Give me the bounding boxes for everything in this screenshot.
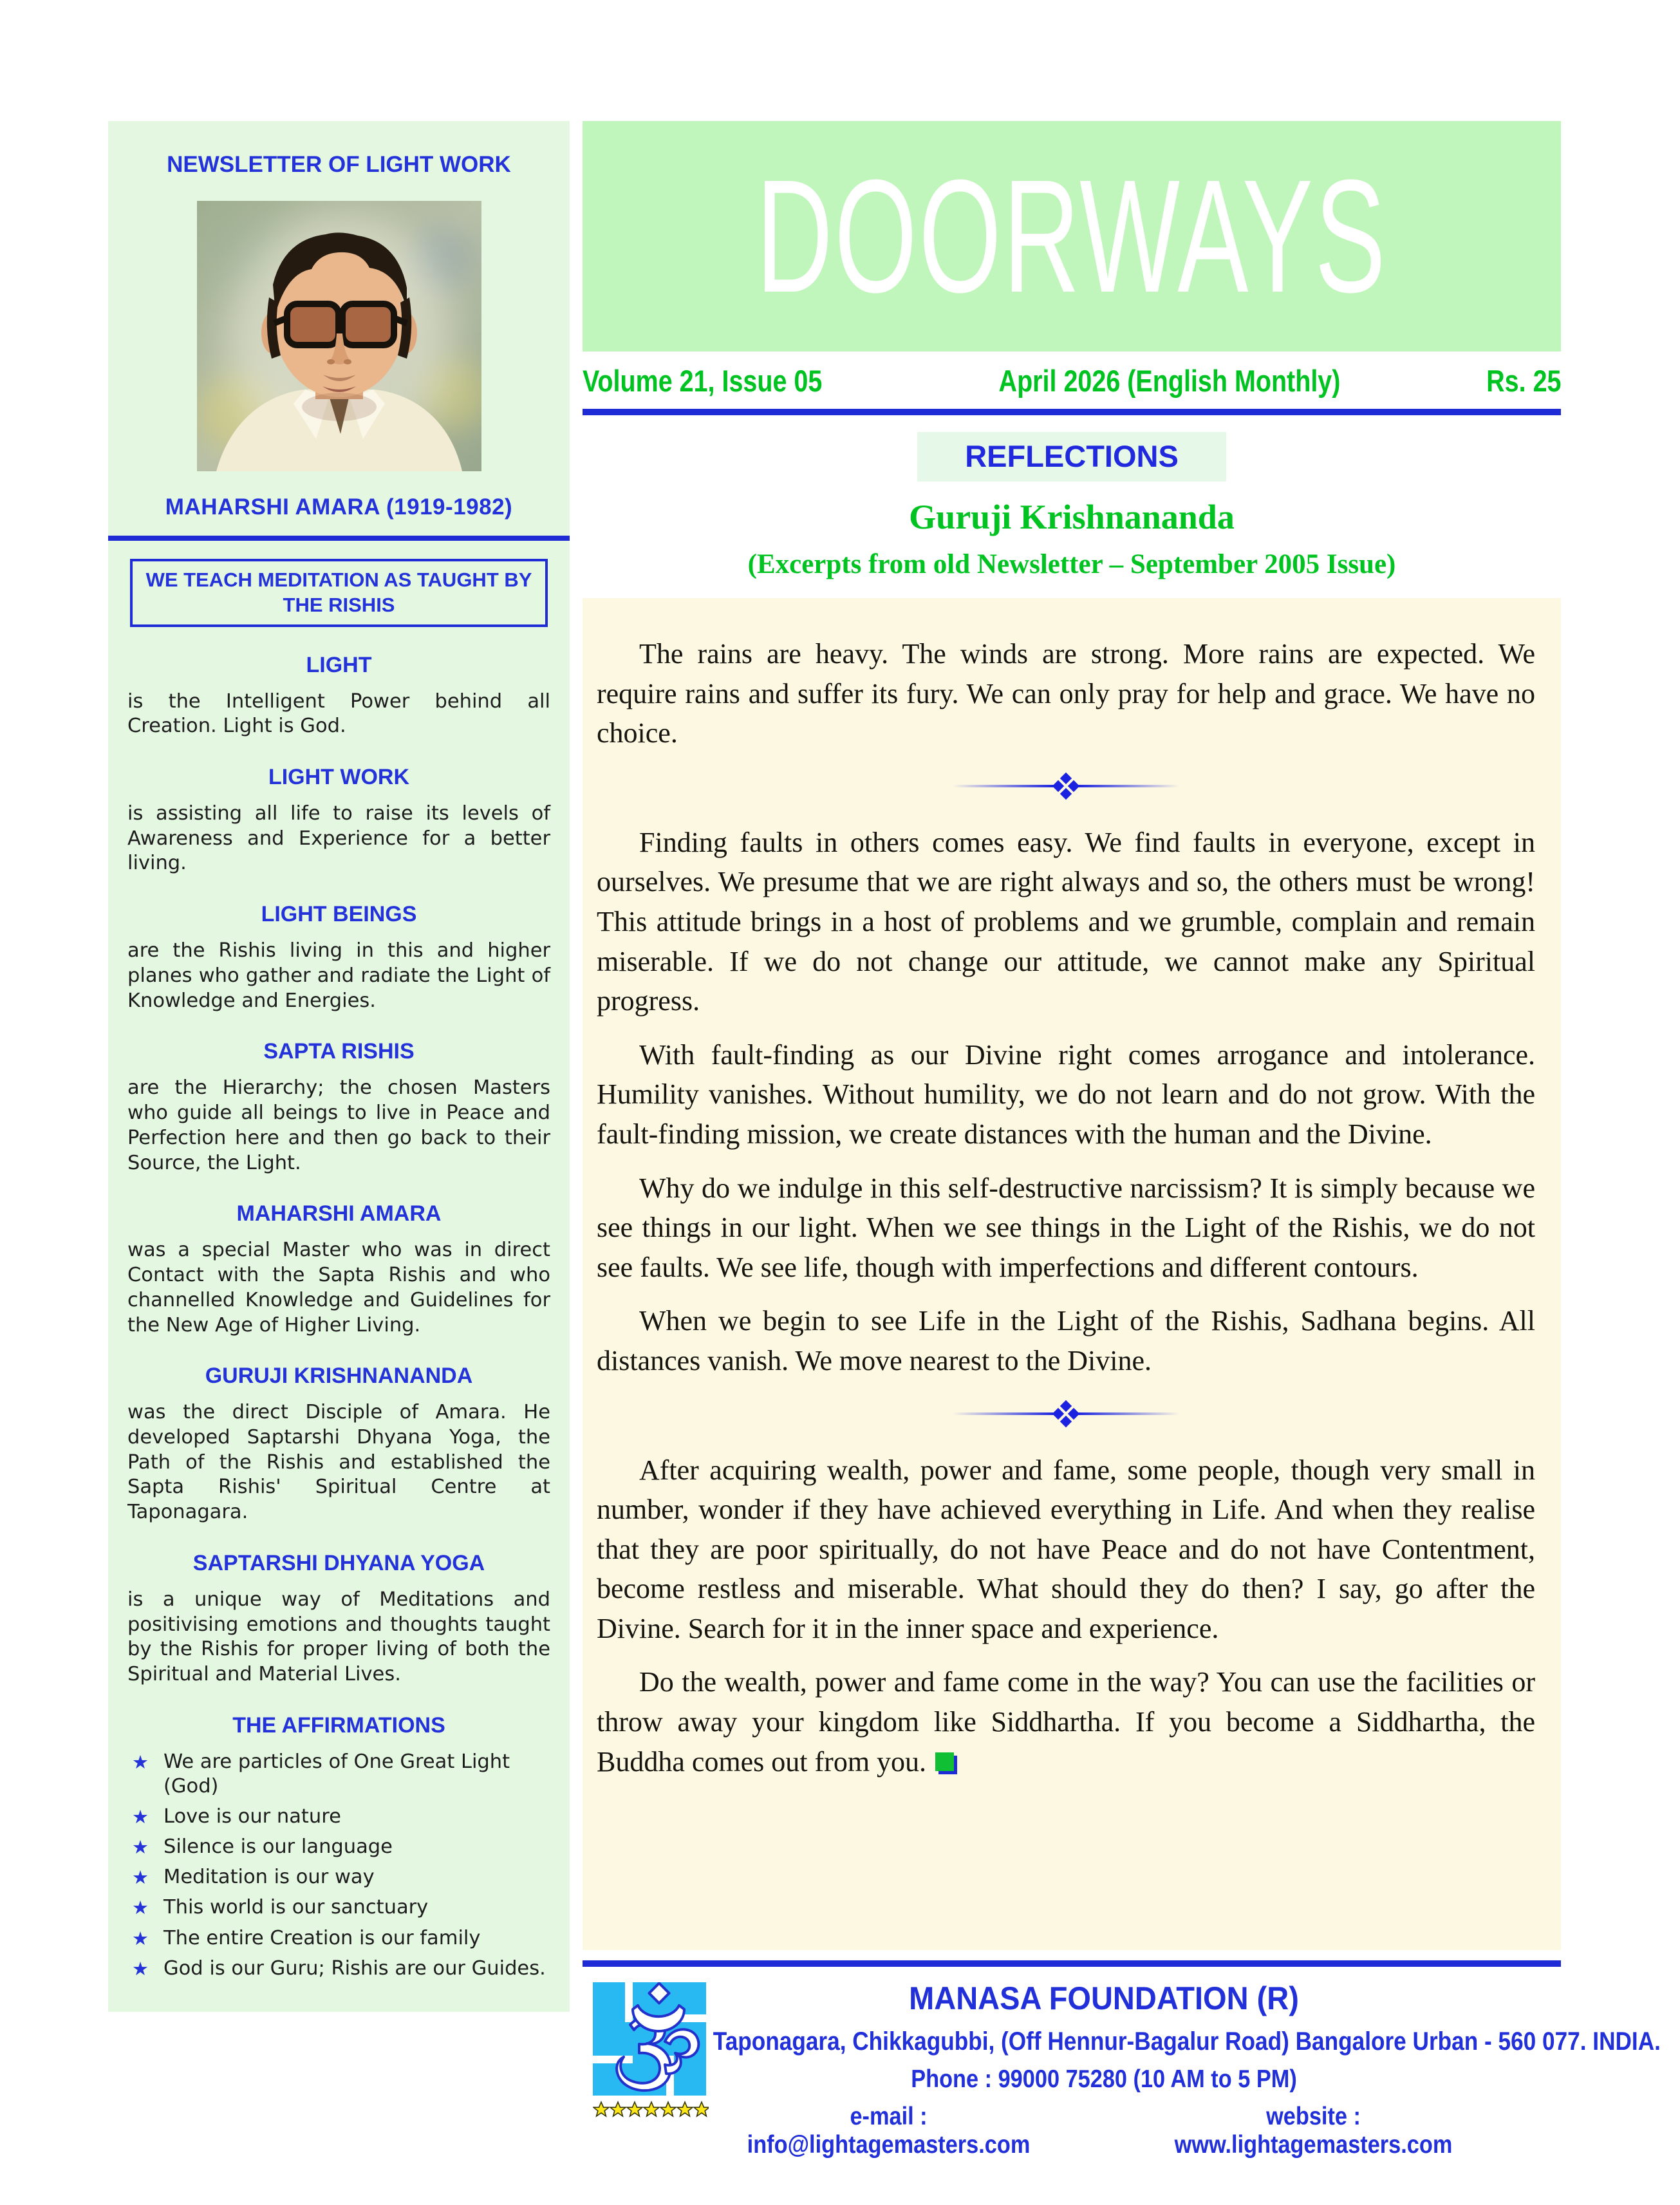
- section-text: is the Intelligent Power behind all Creation. Light is God.: [127, 690, 550, 738]
- star-bullet-icon: ★: [132, 1806, 149, 1828]
- article-excerpt-note: (Excerpts from old Newsletter – September 2005 Issue): [747, 549, 1396, 579]
- section-text: are the Hierarchy; the chosen Masters who guide all beings to live in Peace and Perfection here and then go back to their Source, the Light.: [127, 1076, 550, 1174]
- section-text: is assisting all life to raise its levels of Awareness and Experience for a better living.: [127, 802, 550, 875]
- affirmation-text: We are particles of One Great Light (God): [163, 1750, 510, 1797]
- list-item: [127, 1926, 550, 1951]
- section-text: was a special Master who was in direct Contact with the Sapta Rishis and who channelled Knowledge and Guidelines for the New Age of Higher Living.: [127, 1239, 550, 1337]
- sidebar-section-sapta-rishis: [127, 1039, 550, 1176]
- article-paragraph: After acquiring wealth, power and fame, some people, though very small in number, wonder if they have achieved everything in Life. And when they realise that they are poor spiritually, do not have Peace and do not have Contentment, become restless and miserable. What should they do then? I say, go after the Divine. Search for it in the inner space and experience.: [597, 1454, 1535, 1644]
- list-item: [127, 1865, 550, 1890]
- star-bullet-icon: ★: [132, 1957, 149, 1980]
- section-text: are the Rishis living in this and higher planes who gather and radiate the Light of Knowledge and Energies.: [127, 939, 550, 1012]
- organization-website: website : www.lightagemasters.com: [1174, 2103, 1453, 2159]
- sidebar-section-light-beings: [127, 902, 550, 1013]
- star-bullet-icon: ★: [132, 1927, 149, 1949]
- article-section-label: REFLECTIONS: [917, 432, 1226, 482]
- section-heading: SAPTA RISHIS: [263, 1039, 415, 1064]
- affirmation-text: This world is our sanctuary: [163, 1896, 429, 1919]
- article-paragraph-text: Do the wealth, power and fame come in the way? You can use the facilities or throw away your kingdom like Siddhartha. If you become a Siddhartha, the Buddha comes out from you.: [597, 1666, 1535, 1778]
- article-paragraph: When we begin to see Life in the Light of the Rishis, Sadhana begins. All distances vanish. We move nearest to the Divine.: [597, 1305, 1535, 1376]
- organization-name: MANASA FOUNDATION (R): [909, 1980, 1299, 2016]
- footer: [583, 1980, 1661, 2159]
- article-paragraph: Finding faults in others comes easy. We find faults in everyone, except in ourselves. We presume that we are right always and so, the others must be wrong! This attitude brings in a host of problems and we grumble, complain and remain miserable. If we do not change our attitude, we cannot make any Spiritual progress.: [597, 826, 1535, 1017]
- star-bullet-icon: ★: [132, 1750, 149, 1773]
- footer-text-block: [583, 1980, 1661, 2159]
- volume-issue: Volume 21, Issue 05: [583, 364, 823, 398]
- affirmation-text: Love is our nature: [163, 1805, 341, 1828]
- organization-phone: Phone : 99000 75280 (10 AM to 5 PM): [911, 2065, 1297, 2093]
- issue-date: April 2026 (English Monthly): [998, 364, 1341, 398]
- article-paragraph: With fault-finding as our Divine right comes arrogance and intolerance. Humility vanishes. Without humility, we do not learn and do not grow. With the fault-finding mission, we create distances with the human and the Divine.: [597, 1038, 1535, 1150]
- section-heading: LIGHT BEINGS: [261, 902, 417, 927]
- article-paragraph: [597, 1662, 1535, 1781]
- section-heading: SAPTARSHI DHYANA YOGA: [192, 1550, 485, 1575]
- issue-info-row: [583, 363, 1561, 399]
- sidebar-divider-rule: [108, 536, 570, 541]
- diamond-ornament-icon: [1052, 1400, 1079, 1427]
- list-item: [127, 1750, 550, 1799]
- affirmation-text: Meditation is our way: [163, 1866, 375, 1889]
- article-author: Guruji Krishnananda: [909, 498, 1235, 536]
- sidebar-section-maharshi-amara: [127, 1201, 550, 1338]
- end-of-article-mark: [935, 1752, 954, 1771]
- list-item: [127, 1835, 550, 1859]
- sidebar-section-light-work: [127, 765, 550, 876]
- sidebar: [108, 121, 570, 2012]
- affirmation-text: The entire Creation is our family: [163, 1926, 481, 1949]
- section-heading: LIGHT: [306, 652, 372, 677]
- sidebar-section-guruji: [127, 1364, 550, 1525]
- section-divider: [597, 1404, 1535, 1423]
- section-divider: [597, 776, 1535, 796]
- masthead: [583, 121, 1561, 352]
- star-bullet-icon: ★: [132, 1866, 149, 1889]
- sidebar-section-sdy: [127, 1551, 550, 1687]
- section-text: was the direct Disciple of Amara. He developed Saptarshi Dhyana Yoga, the Path of the Rishis and established the Sapta Rishis' Spiritual Centre at Taponagara.: [127, 1401, 550, 1524]
- price: Rs. 25: [1486, 364, 1561, 398]
- sidebar-section-affirmations: [127, 1713, 550, 1981]
- star-bullet-icon: ★: [132, 1836, 149, 1859]
- affirmations-list: [127, 1750, 550, 1981]
- section-heading: LIGHT WORK: [268, 764, 410, 789]
- affirmations-heading: THE AFFIRMATIONS: [232, 1712, 445, 1738]
- organization-email: e-mail : info@lightagemasters.com: [747, 2103, 1031, 2159]
- section-heading: GURUJI KRISHNANANDA: [205, 1364, 473, 1389]
- newsletter-tagline: NEWSLETTER OF LIGHT WORK: [167, 152, 511, 177]
- horizontal-rule-top: [583, 409, 1561, 415]
- page-title: DOORWAYS: [756, 146, 1388, 326]
- star-bullet-icon: ★: [132, 1897, 149, 1919]
- contact-row: [713, 2103, 1495, 2159]
- list-item: [127, 1805, 550, 1829]
- affirmation-text: God is our Guru; Rishis are our Guides.: [163, 1956, 546, 1980]
- horizontal-rule-bottom: [583, 1960, 1561, 1967]
- article-body: [583, 598, 1561, 1950]
- section-text: is a unique way of Meditations and positivising emotions and thoughts taught by the Rishis for proper living of both the Spiritual and Material Lives.: [127, 1588, 550, 1686]
- list-item: [127, 1956, 550, 1981]
- list-item: [127, 1895, 550, 1920]
- article-paragraph: The rains are heavy. The winds are strong. More rains are expected. We require rains and suffer its fury. We can only pray for help and grace. We have no choice.: [597, 638, 1535, 749]
- diamond-ornament-icon: [1052, 773, 1079, 800]
- sidebar-section-light: [127, 653, 550, 739]
- main-column: [583, 121, 1661, 2159]
- organization-address: Taponagara, Chikkagubbi, (Off Hennur-Bagalur Road) Bangalore Urban - 560 077. INDIA.: [713, 2027, 1661, 2056]
- article-paragraph: Why do we indulge in this self-destructive narcissism? It is simply because we see things in our light. When we see things in the Light of the Rishis, we do not see faults. We see life, though with imperfections and different contours.: [597, 1172, 1535, 1283]
- section-heading: MAHARSHI AMARA: [236, 1201, 442, 1226]
- affirmation-text: Silence is our language: [163, 1835, 393, 1859]
- photo-caption: MAHARSHI AMARA (1919-1982): [165, 494, 513, 520]
- tagline-box: WE TEACH MEDITATION AS TAUGHT BY THE RISHIS: [130, 559, 548, 627]
- maharshi-amara-photo: [197, 201, 481, 471]
